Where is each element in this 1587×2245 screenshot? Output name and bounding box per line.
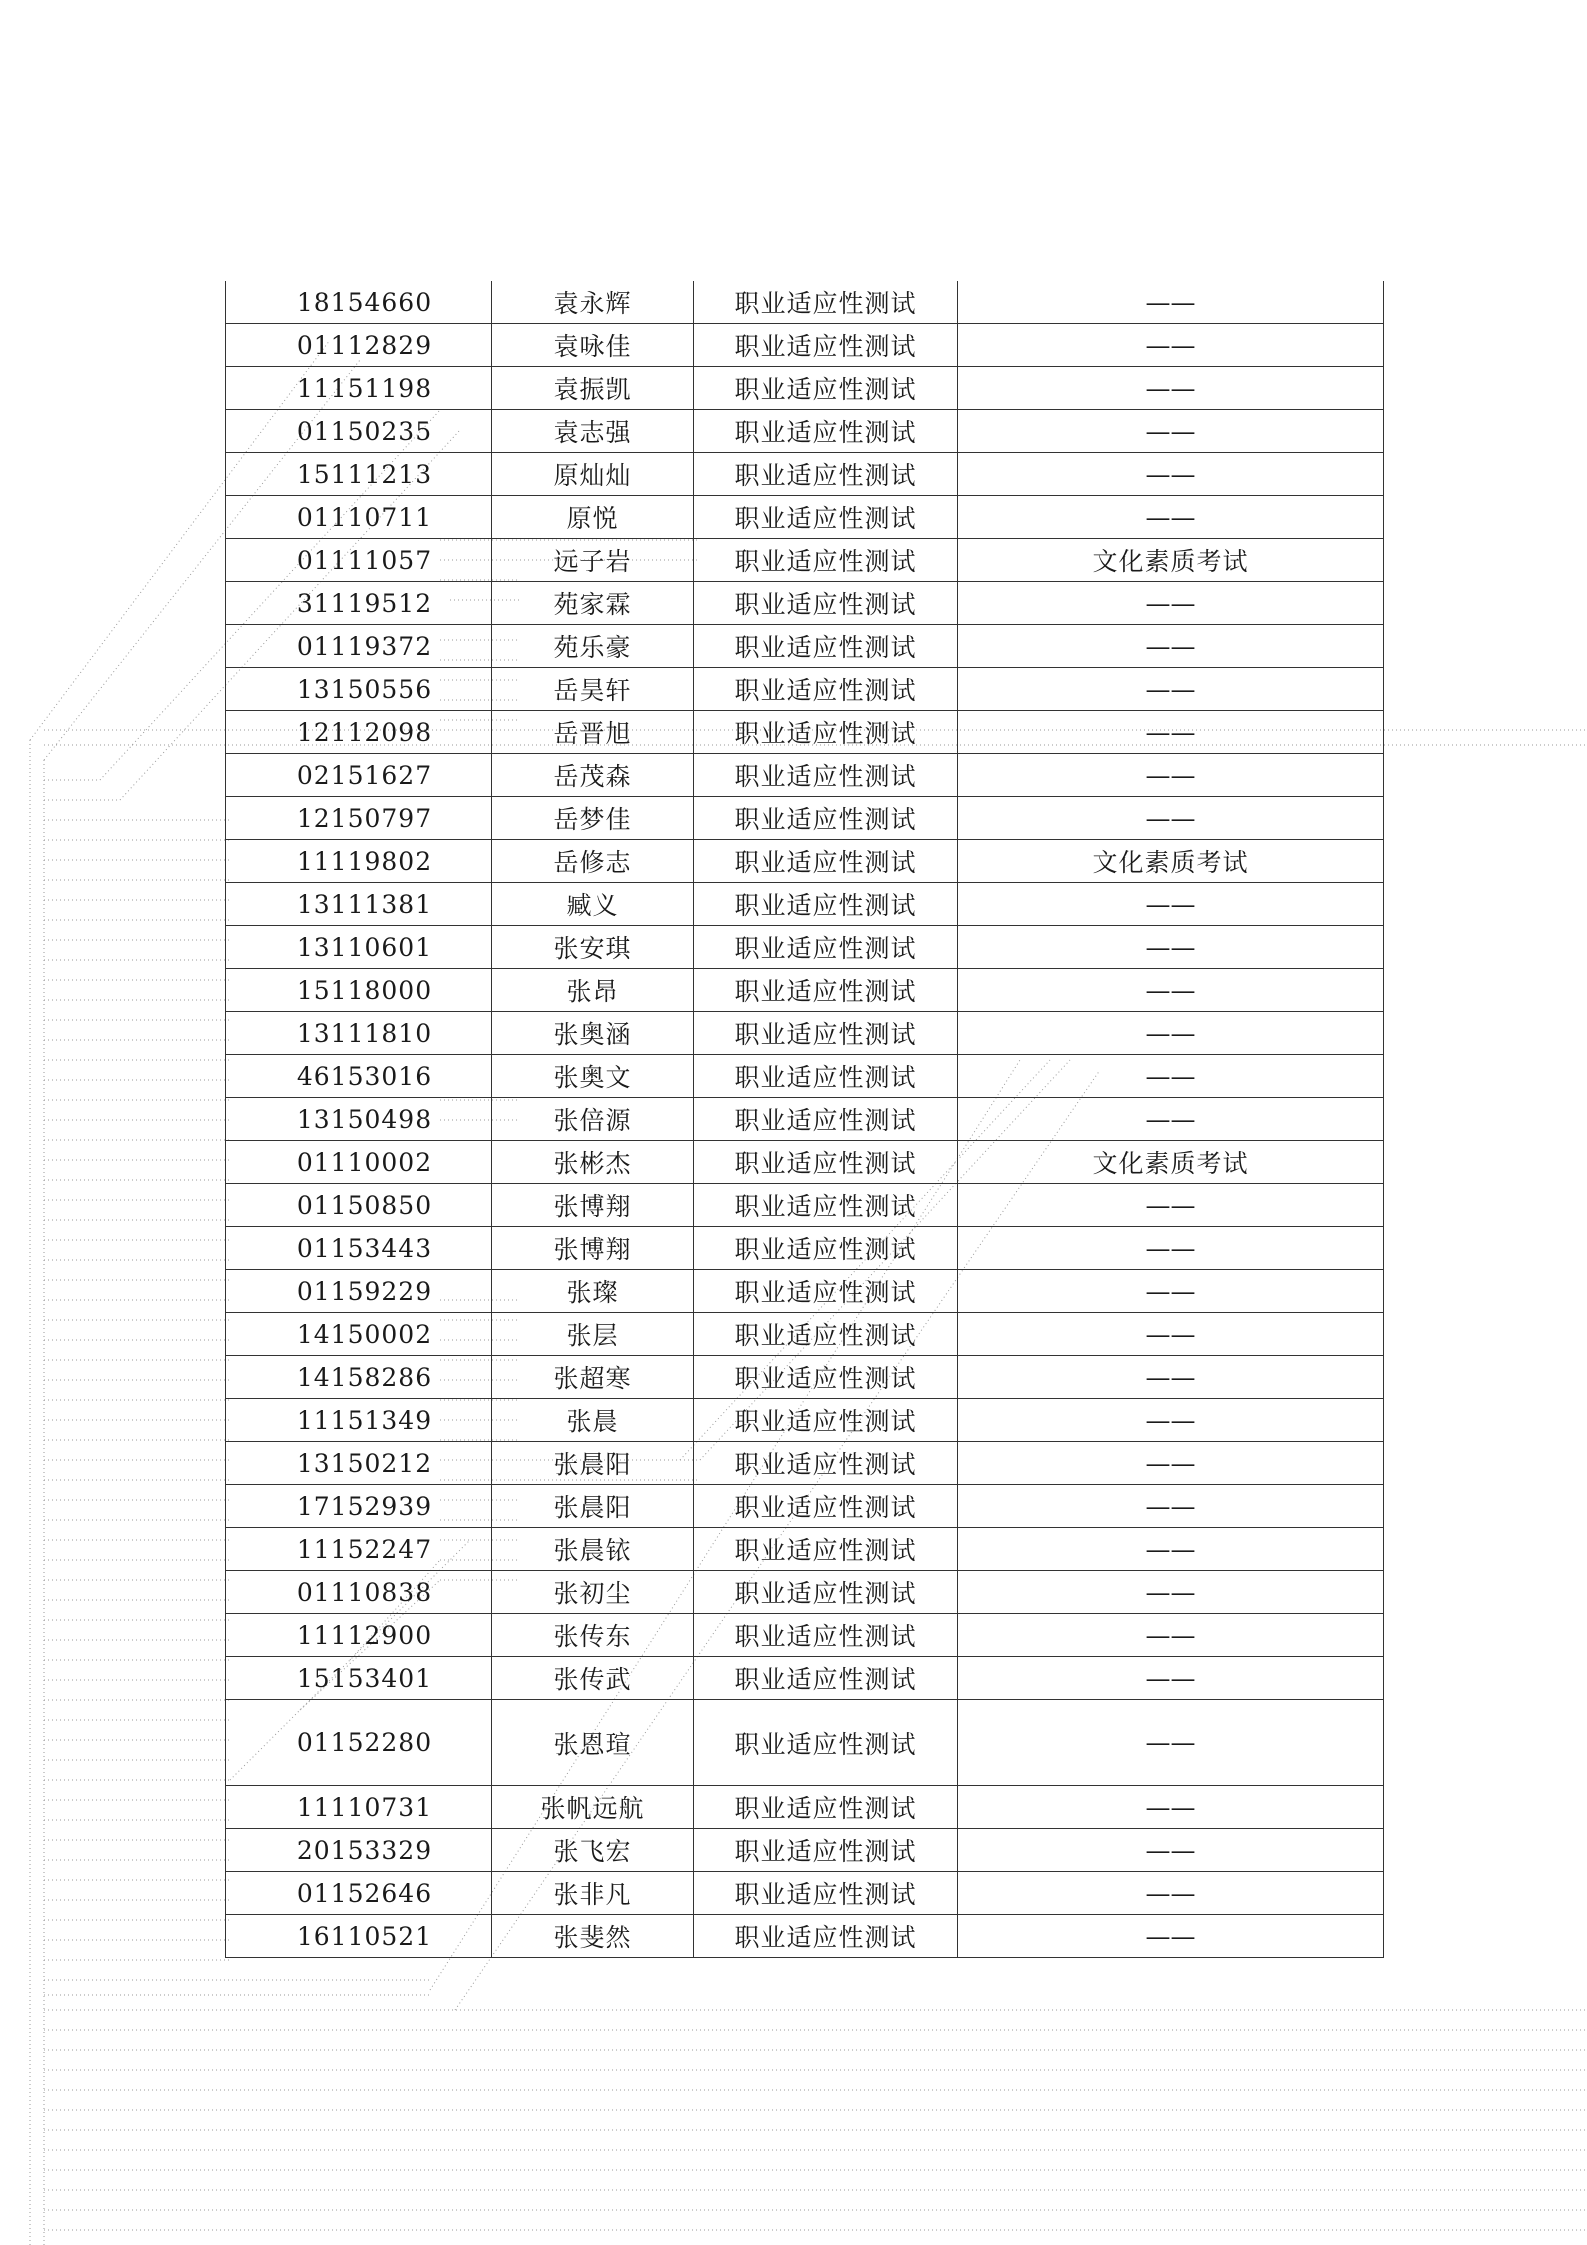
extra-test-cell: —— [958,1786,1384,1829]
table-row [226,1915,1384,1958]
test-type-cell: 职业适应性测试 [694,840,958,883]
test-type-cell: 职业适应性测试 [694,1399,958,1442]
candidate-id-cell: 01110711 [226,496,492,539]
candidate-name-cell: 张传武 [492,1657,694,1700]
extra-test-cell: —— [958,883,1384,926]
table-row [226,582,1384,625]
extra-test-cell: —— [958,1829,1384,1872]
extra-test-cell: —— [958,1012,1384,1055]
table-row [226,1485,1384,1528]
extra-test-cell: —— [958,1700,1384,1786]
candidate-id-cell: 11151198 [226,367,492,410]
test-type-cell: 职业适应性测试 [694,797,958,840]
candidate-id-cell: 01119372 [226,625,492,668]
table-row [226,1313,1384,1356]
candidate-name-cell: 张传东 [492,1614,694,1657]
roster-table-body [226,281,1384,1958]
test-type-cell: 职业适应性测试 [694,711,958,754]
extra-test-cell: —— [958,582,1384,625]
test-type-cell: 职业适应性测试 [694,1141,958,1184]
candidate-id-cell: 12112098 [226,711,492,754]
table-row [226,1141,1384,1184]
table-row [226,1614,1384,1657]
extra-test-cell: —— [958,969,1384,1012]
test-type-cell: 职业适应性测试 [694,969,958,1012]
table-row [226,1055,1384,1098]
table-row [226,797,1384,840]
extra-test-cell: —— [958,1485,1384,1528]
candidate-name-cell: 张璨 [492,1270,694,1313]
table-row [226,668,1384,711]
table-row [226,1786,1384,1829]
extra-test-cell: —— [958,453,1384,496]
table-row [226,711,1384,754]
table-row [226,1657,1384,1700]
test-type-cell: 职业适应性测试 [694,668,958,711]
candidate-id-cell: 14150002 [226,1313,492,1356]
candidate-name-cell: 张晨阳 [492,1442,694,1485]
test-type-cell: 职业适应性测试 [694,883,958,926]
test-type-cell: 职业适应性测试 [694,453,958,496]
extra-test-cell: —— [958,625,1384,668]
extra-test-cell: —— [958,1614,1384,1657]
test-type-cell: 职业适应性测试 [694,1657,958,1700]
candidate-name-cell: 张昂 [492,969,694,1012]
candidate-id-cell: 11151349 [226,1399,492,1442]
extra-test-cell: —— [958,367,1384,410]
candidate-id-cell: 13110601 [226,926,492,969]
candidate-id-cell: 18154660 [226,281,492,324]
test-type-cell: 职业适应性测试 [694,582,958,625]
candidate-id-cell: 01152646 [226,1872,492,1915]
test-type-cell: 职业适应性测试 [694,496,958,539]
table-row [226,1270,1384,1313]
test-type-cell: 职业适应性测试 [694,754,958,797]
extra-test-cell: —— [958,1270,1384,1313]
candidate-name-cell: 岳茂森 [492,754,694,797]
extra-test-cell: —— [958,1227,1384,1270]
table-row [226,281,1384,324]
table-row [226,1872,1384,1915]
extra-test-cell: —— [958,281,1384,324]
candidate-name-cell: 张飞宏 [492,1829,694,1872]
test-type-cell: 职业适应性测试 [694,1528,958,1571]
candidate-id-cell: 11110731 [226,1786,492,1829]
table-row [226,1012,1384,1055]
extra-test-cell: 文化素质考试 [958,840,1384,883]
test-type-cell: 职业适应性测试 [694,1872,958,1915]
candidate-name-cell: 臧义 [492,883,694,926]
candidate-name-cell: 袁咏佳 [492,324,694,367]
candidate-id-cell: 31119512 [226,582,492,625]
test-type-cell: 职业适应性测试 [694,1571,958,1614]
candidate-name-cell: 张博翔 [492,1184,694,1227]
table-row [226,1227,1384,1270]
extra-test-cell: —— [958,1184,1384,1227]
candidate-id-cell: 01159229 [226,1270,492,1313]
candidate-id-cell: 01150850 [226,1184,492,1227]
candidate-id-cell: 11152247 [226,1528,492,1571]
candidate-name-cell: 苑家霖 [492,582,694,625]
candidate-name-cell: 张非凡 [492,1872,694,1915]
candidate-name-cell: 张奥文 [492,1055,694,1098]
table-row [226,840,1384,883]
test-type-cell: 职业适应性测试 [694,410,958,453]
candidate-name-cell: 袁永辉 [492,281,694,324]
candidate-name-cell: 岳梦佳 [492,797,694,840]
table-row [226,754,1384,797]
extra-test-cell: —— [958,1442,1384,1485]
candidate-name-cell: 岳晋旭 [492,711,694,754]
test-type-cell: 职业适应性测试 [694,625,958,668]
table-row [226,453,1384,496]
candidate-id-cell: 12150797 [226,797,492,840]
extra-test-cell: —— [958,797,1384,840]
test-type-cell: 职业适应性测试 [694,1227,958,1270]
candidate-name-cell: 袁志强 [492,410,694,453]
candidate-id-cell: 01153443 [226,1227,492,1270]
test-type-cell: 职业适应性测试 [694,539,958,582]
test-type-cell: 职业适应性测试 [694,1442,958,1485]
candidate-id-cell: 11112900 [226,1614,492,1657]
candidate-name-cell: 张超寒 [492,1356,694,1399]
table-row [226,367,1384,410]
candidate-name-cell: 原悦 [492,496,694,539]
table-row [226,1528,1384,1571]
extra-test-cell: —— [958,324,1384,367]
candidate-id-cell: 01110002 [226,1141,492,1184]
candidate-name-cell: 张初尘 [492,1571,694,1614]
candidate-id-cell: 13150556 [226,668,492,711]
candidate-name-cell: 张晨铱 [492,1528,694,1571]
extra-test-cell: —— [958,1915,1384,1958]
extra-test-cell: —— [958,410,1384,453]
candidate-name-cell: 原灿灿 [492,453,694,496]
test-type-cell: 职业适应性测试 [694,281,958,324]
candidate-id-cell: 46153016 [226,1055,492,1098]
table-row [226,1399,1384,1442]
candidate-name-cell: 张安琪 [492,926,694,969]
candidate-name-cell: 苑乐豪 [492,625,694,668]
candidate-id-cell: 13111810 [226,1012,492,1055]
table-row [226,625,1384,668]
candidate-name-cell: 岳修志 [492,840,694,883]
extra-test-cell: —— [958,496,1384,539]
candidate-id-cell: 01152280 [226,1700,492,1786]
extra-test-cell: —— [958,1055,1384,1098]
extra-test-cell: —— [958,1528,1384,1571]
candidate-id-cell: 02151627 [226,754,492,797]
extra-test-cell: 文化素质考试 [958,539,1384,582]
table-row [226,496,1384,539]
extra-test-cell: —— [958,1657,1384,1700]
test-type-cell: 职业适应性测试 [694,1055,958,1098]
test-type-cell: 职业适应性测试 [694,926,958,969]
candidate-id-cell: 15153401 [226,1657,492,1700]
test-type-cell: 职业适应性测试 [694,1915,958,1958]
test-type-cell: 职业适应性测试 [694,1356,958,1399]
extra-test-cell: —— [958,754,1384,797]
candidate-name-cell: 张博翔 [492,1227,694,1270]
candidate-name-cell: 袁振凯 [492,367,694,410]
candidate-name-cell: 张层 [492,1313,694,1356]
test-type-cell: 职业适应性测试 [694,1184,958,1227]
table-row [226,539,1384,582]
test-type-cell: 职业适应性测试 [694,367,958,410]
candidate-id-cell: 15118000 [226,969,492,1012]
test-type-cell: 职业适应性测试 [694,1786,958,1829]
candidate-name-cell: 张帆远航 [492,1786,694,1829]
extra-test-cell: —— [958,668,1384,711]
table-row [226,410,1384,453]
candidate-id-cell: 13150498 [226,1098,492,1141]
extra-test-cell: —— [958,926,1384,969]
candidate-id-cell: 01150235 [226,410,492,453]
extra-test-cell: —— [958,1399,1384,1442]
test-type-cell: 职业适应性测试 [694,324,958,367]
candidate-name-cell: 张倍源 [492,1098,694,1141]
table-row [226,1184,1384,1227]
table-row [226,1442,1384,1485]
table-row [226,969,1384,1012]
test-type-cell: 职业适应性测试 [694,1313,958,1356]
test-type-cell: 职业适应性测试 [694,1012,958,1055]
candidate-id-cell: 14158286 [226,1356,492,1399]
table-row [226,926,1384,969]
candidate-id-cell: 13150212 [226,1442,492,1485]
test-type-cell: 职业适应性测试 [694,1485,958,1528]
table-row [226,883,1384,926]
extra-test-cell: —— [958,711,1384,754]
candidate-id-cell: 20153329 [226,1829,492,1872]
extra-test-cell: 文化素质考试 [958,1141,1384,1184]
candidate-name-cell: 张彬杰 [492,1141,694,1184]
candidate-name-cell: 张晨 [492,1399,694,1442]
candidate-name-cell: 张斐然 [492,1915,694,1958]
extra-test-cell: —— [958,1872,1384,1915]
candidate-id-cell: 01112829 [226,324,492,367]
candidate-id-cell: 01111057 [226,539,492,582]
candidate-id-cell: 16110521 [226,1915,492,1958]
table-row [226,1356,1384,1399]
candidate-id-cell: 17152939 [226,1485,492,1528]
test-type-cell: 职业适应性测试 [694,1614,958,1657]
extra-test-cell: —— [958,1313,1384,1356]
candidate-name-cell: 岳昊轩 [492,668,694,711]
candidate-name-cell: 张晨阳 [492,1485,694,1528]
test-type-cell: 职业适应性测试 [694,1098,958,1141]
extra-test-cell: —— [958,1098,1384,1141]
candidate-name-cell: 张恩瑄 [492,1700,694,1786]
candidate-id-cell: 11119802 [226,840,492,883]
extra-test-cell: —— [958,1356,1384,1399]
table-row [226,1571,1384,1614]
table-row [226,1098,1384,1141]
extra-test-cell: —— [958,1571,1384,1614]
test-type-cell: 职业适应性测试 [694,1700,958,1786]
test-type-cell: 职业适应性测试 [694,1270,958,1313]
table-row [226,1700,1384,1786]
candidate-id-cell: 15111213 [226,453,492,496]
candidate-id-cell: 13111381 [226,883,492,926]
roster-table [225,281,1384,1958]
table-row [226,1829,1384,1872]
candidate-id-cell: 01110838 [226,1571,492,1614]
test-type-cell: 职业适应性测试 [694,1829,958,1872]
candidate-name-cell: 张奥涵 [492,1012,694,1055]
table-row [226,324,1384,367]
candidate-name-cell: 远子岩 [492,539,694,582]
